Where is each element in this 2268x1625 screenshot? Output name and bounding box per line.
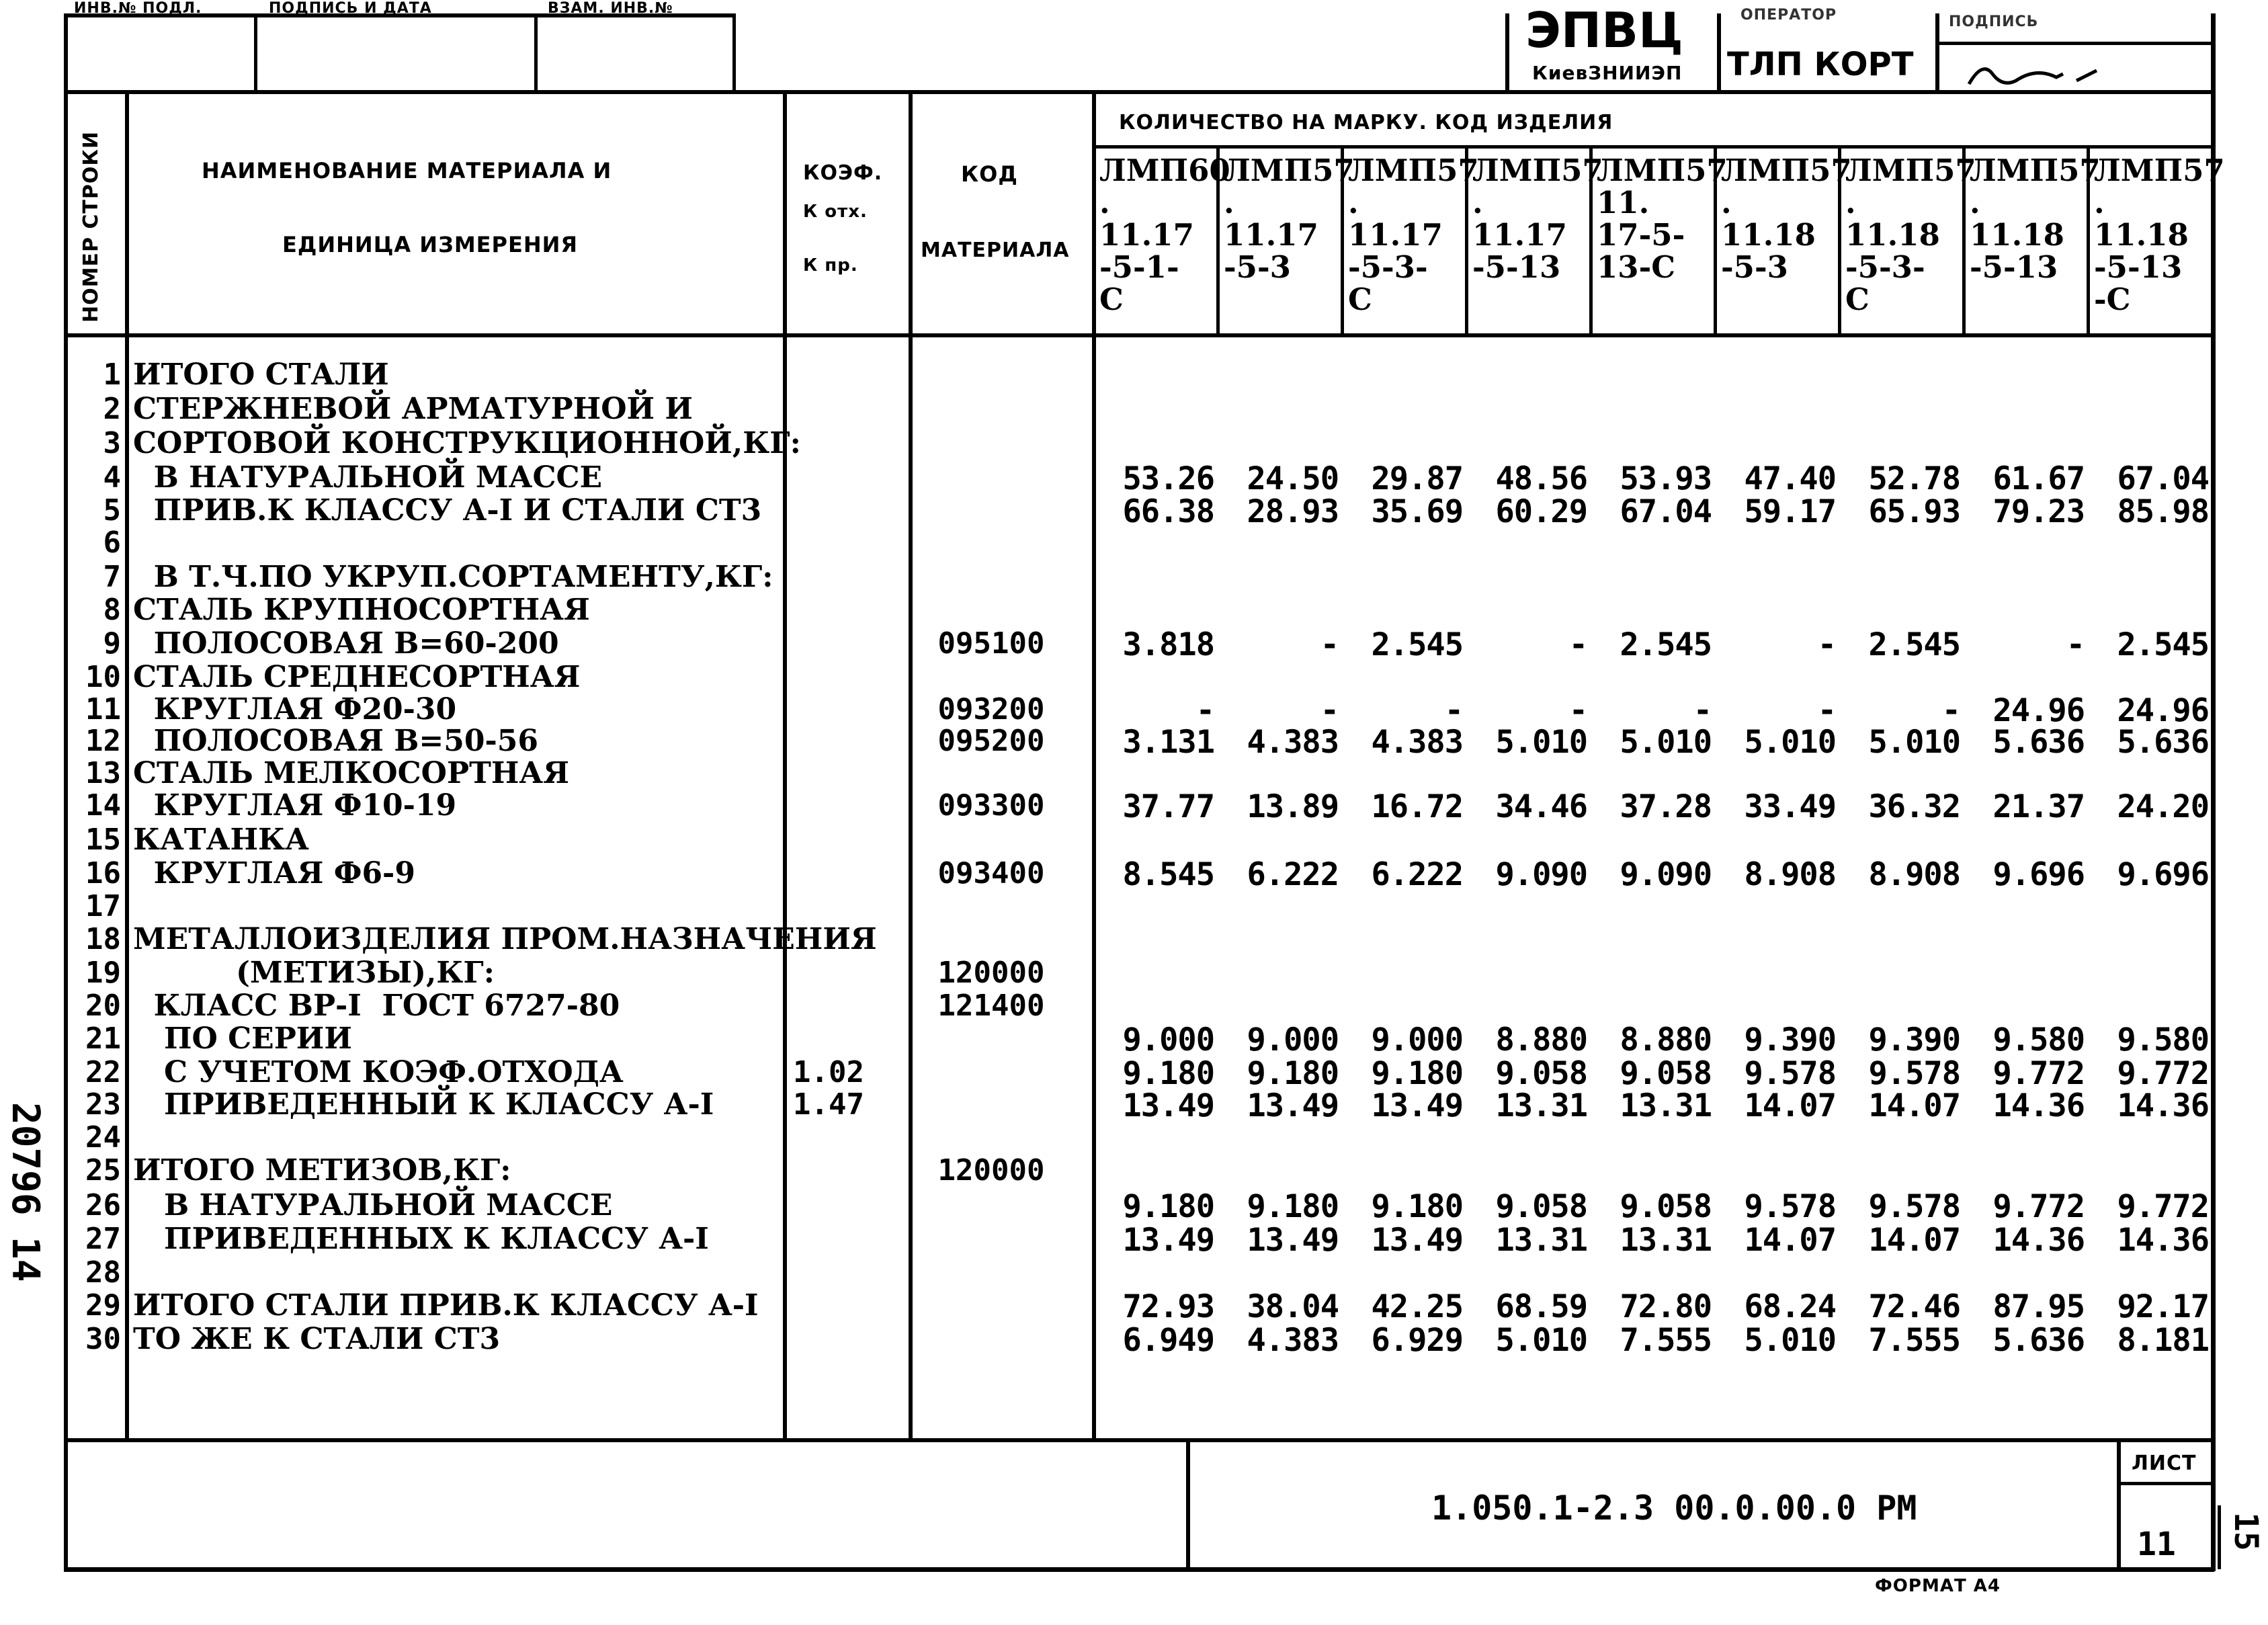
row-value: 42.25 [1371, 1288, 1463, 1325]
row-value: 79.23 [1992, 493, 2085, 530]
row-value: - [1568, 692, 1587, 729]
row-value: 48.56 [1495, 460, 1587, 497]
row-value: 8.880 [1495, 1022, 1587, 1058]
row-value: 9.578 [1744, 1188, 1836, 1225]
strip-divider-3 [732, 13, 736, 91]
row-name: ПОЛОСОВАЯ В=50-56 [133, 724, 539, 758]
row-number: 2 [103, 392, 121, 426]
row-number: 17 [85, 889, 121, 923]
row-value: 9.580 [1992, 1022, 2085, 1058]
header-coef-line2: К отх. [803, 202, 868, 222]
row-value: 5.010 [1744, 1322, 1836, 1359]
row-value: 13.49 [1122, 1087, 1214, 1124]
header-qty: КОЛИЧЕСТВО НА МАРКУ. КОД ИЗДЕЛИЯ [1119, 111, 1613, 134]
product-header: ЛМП57 . 11.17 -5-3- С [1348, 153, 1479, 317]
row-name: СОРТОВОЙ КОНСТРУКЦИОННОЙ,КГ: [133, 426, 801, 460]
row-value: 24.20 [2117, 788, 2209, 825]
row-name: ИТОГО СТАЛИ [133, 358, 389, 392]
row-number: 27 [85, 1222, 121, 1256]
row-code: 095100 [937, 626, 1045, 661]
row-value: 8.908 [1868, 856, 1960, 893]
row-value: 14.07 [1868, 1222, 1960, 1259]
row-value: 67.04 [2117, 460, 2209, 497]
row-name: СТАЛЬ КРУПНОСОРТНАЯ [133, 593, 590, 627]
strip-divider-2 [534, 13, 538, 91]
header-code-line1: КОД [961, 161, 1018, 187]
row-number: 29 [85, 1288, 121, 1323]
row-number: 5 [103, 493, 121, 528]
row-value: 5.636 [1992, 724, 2085, 761]
row-value: 2.545 [1620, 626, 1712, 663]
row-value: 37.77 [1122, 788, 1214, 825]
row-value: 5.010 [1744, 724, 1836, 761]
sheet-box-line [2117, 1482, 2214, 1485]
row-value: 9.000 [1371, 1022, 1463, 1058]
product-header: ЛМП57 11. 17-5- 13-С [1597, 153, 1728, 285]
row-value: 60.29 [1495, 493, 1587, 530]
row-value: 5.010 [1495, 1322, 1587, 1359]
row-value: - [1941, 692, 1960, 729]
row-number: 25 [85, 1153, 121, 1188]
product-header: ЛМП57 . 11.17 -5-3 [1224, 153, 1355, 285]
operator-right-border [1935, 13, 1939, 91]
row-name: КРУГЛАЯ Ф6-9 [133, 856, 415, 890]
row-value: 61.67 [1992, 460, 2085, 497]
row-name: В Т.Ч.ПО УКРУП.СОРТАМЕНТУ,КГ: [133, 560, 773, 594]
row-value: - [1444, 692, 1463, 729]
row-value: 9.580 [2117, 1022, 2209, 1058]
row-value: 9.772 [2117, 1055, 2209, 1092]
row-value: 9.058 [1495, 1055, 1587, 1092]
signature-label: ПОДПИСЬ И ДАТА [269, 0, 432, 17]
row-value: 66.38 [1122, 493, 1214, 530]
row-value: 21.37 [1992, 788, 2085, 825]
row-value: 9.696 [2117, 856, 2209, 893]
row-value: 16.72 [1371, 788, 1463, 825]
row-number: 22 [85, 1055, 121, 1089]
inv-label: ИНВ.№ ПОДЛ. [74, 0, 202, 17]
header-coef-line3: К пр. [803, 255, 858, 276]
row-value: 37.28 [1620, 788, 1712, 825]
row-value: - [1817, 692, 1836, 729]
row-code: 093300 [937, 788, 1045, 823]
row-value: 2.545 [2117, 626, 2209, 663]
row-value: 5.636 [2117, 724, 2209, 761]
row-value: 9.772 [1992, 1188, 2085, 1225]
table-top-border [64, 90, 2214, 94]
row-value: 3.818 [1122, 626, 1214, 663]
header-coef-line1: КОЭФ. [803, 161, 883, 185]
row-value: 8.908 [1744, 856, 1836, 893]
row-value: 9.180 [1247, 1055, 1339, 1092]
row-value: 9.772 [2117, 1188, 2209, 1225]
col-divider-name [783, 91, 787, 1440]
row-value: 8.181 [2117, 1322, 2209, 1359]
row-value: 4.383 [1247, 724, 1339, 761]
row-value: 5.636 [1992, 1322, 2085, 1359]
row-value: - [1568, 626, 1587, 663]
row-value: 9.696 [1992, 856, 2085, 893]
row-value: - [2066, 626, 2085, 663]
header-divider [64, 333, 2214, 337]
row-name: С УЧЕТОМ КОЭФ.ОТХОДА [133, 1055, 624, 1089]
row-value: 9.000 [1247, 1022, 1339, 1058]
row-value: 9.578 [1868, 1188, 1960, 1225]
row-number: 16 [85, 856, 121, 890]
qty-header-line [1092, 145, 2214, 149]
header-code-line2: МАТЕРИАЛА [921, 239, 1070, 262]
row-value: 13.49 [1122, 1222, 1214, 1259]
col-divider-coef [909, 91, 913, 1440]
row-name: ПО СЕРИИ [133, 1022, 352, 1056]
row-value: 92.17 [2117, 1288, 2209, 1325]
product-header: ЛМП57 . 11.18 -5-13 -С [2094, 153, 2225, 317]
header-name-line2: ЕДИНИЦА ИЗМЕРЕНИЯ [282, 232, 579, 257]
row-value: 14.36 [1992, 1087, 2085, 1124]
row-value: 29.87 [1371, 460, 1463, 497]
org-sub: КиевЗНИИЭП [1532, 62, 1683, 84]
row-value: 14.36 [2117, 1222, 2209, 1259]
margin-small-number: 14 [3, 1237, 47, 1282]
format-label: ФОРМАТ А4 [1875, 1576, 2001, 1596]
row-name: ИТОГО СТАЛИ ПРИВ.К КЛАССУ А-I [133, 1288, 759, 1323]
row-name: СТАЛЬ МЕЛКОСОРТНАЯ [133, 756, 570, 790]
row-name: ПРИВЕДЕННЫЙ К КЛАССУ А-I [133, 1087, 714, 1122]
row-number: 19 [85, 956, 121, 990]
row-value: 5.010 [1495, 724, 1587, 761]
row-value: 14.07 [1744, 1087, 1836, 1124]
row-value: 9.058 [1620, 1055, 1712, 1092]
row-name: МЕТАЛЛОИЗДЕЛИЯ ПРОМ.НАЗНАЧЕНИЯ [133, 922, 877, 956]
row-value: 68.59 [1495, 1288, 1587, 1325]
side-stamp-line [2218, 1505, 2221, 1569]
row-value: 4.383 [1247, 1322, 1339, 1359]
header-name-line1: НАИМЕНОВАНИЕ МАТЕРИАЛА И [202, 158, 612, 183]
row-value: - [1195, 692, 1214, 729]
row-value: 53.26 [1122, 460, 1214, 497]
row-value: 9.180 [1122, 1188, 1214, 1225]
side-number: 15 [2227, 1512, 2265, 1551]
row-number: 9 [103, 626, 121, 661]
org-name: ЭПВЦ [1525, 2, 1683, 58]
sheet-label: ЛИСТ [2132, 1452, 2197, 1475]
row-number: 14 [85, 788, 121, 823]
row-value: 2.545 [1371, 626, 1463, 663]
row-value: 7.555 [1620, 1322, 1712, 1359]
product-header: ЛМП57 . 11.18 -5-3 [1721, 153, 1852, 285]
row-value: 13.31 [1495, 1222, 1587, 1259]
operator-value: ТЛП КОРТ [1727, 46, 1914, 83]
row-value: 6.222 [1247, 856, 1339, 893]
row-value: 14.07 [1868, 1087, 1960, 1124]
row-value: 52.78 [1868, 460, 1960, 497]
row-code: 121400 [937, 989, 1045, 1023]
row-value: 6.949 [1122, 1322, 1214, 1359]
row-value: 85.98 [2117, 493, 2209, 530]
row-number: 6 [103, 526, 121, 560]
row-name: (МЕТИЗЫ),КГ: [133, 956, 495, 990]
row-name: КРУГЛАЯ Ф10-19 [133, 788, 457, 823]
org-left-border [1505, 13, 1509, 91]
margin-inv-number: 20796 [3, 1102, 47, 1216]
row-number: 4 [103, 460, 121, 495]
row-value: 6.222 [1371, 856, 1463, 893]
row-value: 14.36 [1992, 1222, 2085, 1259]
row-code: 120000 [937, 1153, 1045, 1188]
header-row-number: НОМЕР СТРОКИ [79, 131, 103, 323]
row-number: 24 [85, 1120, 121, 1155]
row-value: 13.49 [1371, 1087, 1463, 1124]
row-value: 72.46 [1868, 1288, 1960, 1325]
signature-scribble [1962, 54, 2110, 94]
row-code: 120000 [937, 956, 1045, 990]
row-name: ПРИВ.К КЛАССУ А-I И СТАЛИ СТ3 [133, 493, 762, 528]
row-name: КРУГЛАЯ Ф20-30 [133, 692, 457, 726]
row-value: 13.31 [1620, 1222, 1712, 1259]
row-value: 9.578 [1744, 1055, 1836, 1092]
row-name: В НАТУРАЛЬНОЙ МАССЕ [133, 460, 603, 495]
row-number: 7 [103, 560, 121, 594]
row-number: 20 [85, 989, 121, 1023]
row-number: 26 [85, 1188, 121, 1222]
row-value: 13.49 [1247, 1087, 1339, 1124]
row-number: 3 [103, 426, 121, 460]
replace-label: ВЗАМ. ИНВ.№ [548, 0, 673, 17]
row-coef: 1.02 [793, 1055, 864, 1089]
row-value: 72.93 [1122, 1288, 1214, 1325]
row-number: 8 [103, 593, 121, 627]
footer-divider [1186, 1440, 1190, 1569]
row-value: - [1320, 692, 1339, 729]
row-number: 15 [85, 823, 121, 857]
strip-divider-1 [254, 13, 257, 91]
row-number: 1 [103, 358, 121, 392]
row-value: 67.04 [1620, 493, 1712, 530]
row-number: 23 [85, 1087, 121, 1122]
row-value: 38.04 [1247, 1288, 1339, 1325]
row-value: 9.390 [1868, 1022, 1960, 1058]
row-value: 3.131 [1122, 724, 1214, 761]
row-value: 24.96 [2117, 692, 2209, 729]
row-value: 4.383 [1371, 724, 1463, 761]
row-value: 65.93 [1868, 493, 1960, 530]
row-number: 30 [85, 1322, 121, 1356]
table-bottom-border [64, 1438, 2214, 1442]
row-value: 47.40 [1744, 460, 1836, 497]
row-value: 6.929 [1371, 1322, 1463, 1359]
row-name: В НАТУРАЛЬНОЙ МАССЕ [133, 1188, 613, 1222]
row-value: - [1320, 626, 1339, 663]
row-value: 13.89 [1247, 788, 1339, 825]
row-value: 34.46 [1495, 788, 1587, 825]
row-value: - [1817, 626, 1836, 663]
row-number: 21 [85, 1022, 121, 1056]
sheet-box-divider [2117, 1440, 2121, 1569]
row-value: 9.090 [1620, 856, 1712, 893]
row-value: 9.180 [1247, 1188, 1339, 1225]
row-value: 9.180 [1122, 1055, 1214, 1092]
product-header: ЛМП57 . 11.18 -5-3- С [1845, 153, 1976, 317]
row-value: 68.24 [1744, 1288, 1836, 1325]
check-label: ПОДПИСЬ [1949, 13, 2039, 30]
row-value: 5.010 [1620, 724, 1712, 761]
row-value: 8.545 [1122, 856, 1214, 893]
row-name: ИТОГО МЕТИЗОВ,КГ: [133, 1153, 511, 1188]
row-number: 28 [85, 1255, 121, 1290]
row-number: 18 [85, 922, 121, 956]
row-value: 36.32 [1868, 788, 1960, 825]
row-name: КАТАНКА [133, 823, 309, 857]
row-value: 13.49 [1371, 1222, 1463, 1259]
row-value: 5.010 [1868, 724, 1960, 761]
row-value: 87.95 [1992, 1288, 2085, 1325]
product-header: ЛМП57 . 11.17 -5-13 [1472, 153, 1603, 285]
sheet-number: 11 [2137, 1526, 2176, 1563]
row-value: 13.31 [1495, 1087, 1587, 1124]
row-number: 11 [85, 692, 121, 726]
row-value: 13.31 [1620, 1087, 1712, 1124]
row-number: 12 [85, 724, 121, 758]
row-code: 093200 [937, 692, 1045, 726]
doc-code: 1.050.1-2.3 00.0.00.0 РМ [1431, 1489, 1917, 1528]
row-value: 14.36 [2117, 1087, 2209, 1124]
product-header: ЛМП57 . 11.18 -5-13 [1970, 153, 2101, 285]
row-value: - [1693, 692, 1712, 729]
row-name: ПОЛОСОВАЯ В=60-200 [133, 626, 559, 661]
row-value: 9.180 [1371, 1188, 1463, 1225]
product-header: ЛМП60 . 11.17 -5-1- С [1099, 153, 1230, 317]
row-number: 10 [85, 660, 121, 694]
row-value: 9.578 [1868, 1055, 1960, 1092]
row-value: 8.880 [1620, 1022, 1712, 1058]
row-value: 9.090 [1495, 856, 1587, 893]
row-value: 9.058 [1495, 1188, 1587, 1225]
row-value: 24.96 [1992, 692, 2085, 729]
col-divider-rownum [125, 91, 129, 1440]
row-value: 28.93 [1247, 493, 1339, 530]
row-value: 13.49 [1247, 1222, 1339, 1259]
row-value: 59.17 [1744, 493, 1836, 530]
row-number: 13 [85, 756, 121, 790]
row-value: 9.390 [1744, 1022, 1836, 1058]
row-code: 093400 [937, 856, 1045, 890]
row-value: 2.545 [1868, 626, 1960, 663]
row-value: 14.07 [1744, 1222, 1836, 1259]
row-name: СТАЛЬ СРЕДНЕСОРТНАЯ [133, 660, 581, 694]
sheet-bottom-border [64, 1567, 2214, 1572]
row-value: 33.49 [1744, 788, 1836, 825]
row-value: 9.000 [1122, 1022, 1214, 1058]
check-cell-line [1935, 42, 2214, 45]
row-code: 095200 [937, 724, 1045, 758]
row-value: 9.058 [1620, 1188, 1712, 1225]
row-value: 9.772 [1992, 1055, 2085, 1092]
row-coef: 1.47 [793, 1087, 864, 1122]
row-name: СТЕРЖНЕВОЙ АРМАТУРНОЙ И [133, 392, 693, 426]
row-value: 35.69 [1371, 493, 1463, 530]
row-name: ТО ЖЕ К СТАЛИ СТ3 [133, 1322, 501, 1356]
operator-label: ОПЕРАТОР [1740, 7, 1837, 24]
row-name: ПРИВЕДЕННЫХ К КЛАССУ А-I [133, 1222, 709, 1256]
org-right-border [1717, 13, 1721, 91]
row-value: 53.93 [1620, 460, 1712, 497]
row-value: 72.80 [1620, 1288, 1712, 1325]
row-name: КЛАСС ВР-I ГОСТ 6727-80 [133, 989, 620, 1023]
row-value: 24.50 [1247, 460, 1339, 497]
row-value: 7.555 [1868, 1322, 1960, 1359]
row-value: 9.180 [1371, 1055, 1463, 1092]
